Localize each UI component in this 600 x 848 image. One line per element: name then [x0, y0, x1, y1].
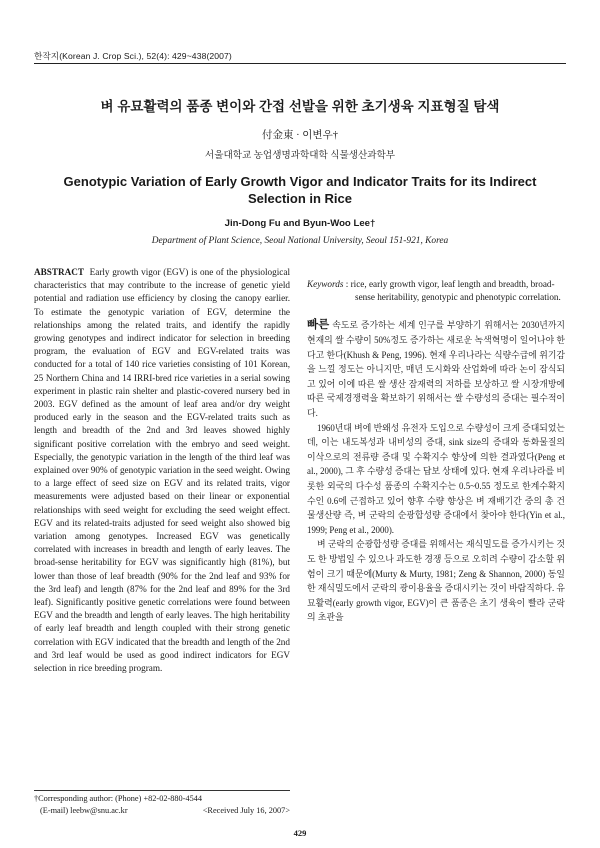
header-rule — [34, 63, 566, 64]
abstract-column — [34, 266, 290, 675]
keywords-label: Keywords — [307, 279, 344, 289]
footnote-corresponding: †Corresponding author: (Phone) +82-02-880-4544 — [34, 794, 203, 803]
right-column — [307, 266, 565, 625]
body-paragraph-2: 1960년대 벼에 반왜성 유전자 도입으로 수량성이 크게 증대되었는데, 이는 내도복성과 내비성의 증대, sink size의 증대와 동화물질의 이삭으로의 전류량 증대 및 수확지수 향상에 의한 결과였다(Peng et al., 2000), 그 후 수량성 증대는 답보 상태에 있다. 현재 우리나라를 비롯한 외국의 다수성 품종의 수확지수는 0.5~0.55 정도로 한계수확지수인 0.6에 근접하고 있어 향후 수량 향상은 벼 재배기간 중의 총 건물생산량 즉, 벼 군락의 순광합성량 증대에서 찾아야 한다(Yin et al., 1999; Peng et al., 2000). — [307, 422, 565, 535]
affiliation-korean: 서울대학교 농업생명과학대학 식물생산과학부 — [204, 150, 396, 161]
page-number: 429 — [293, 828, 307, 838]
footnote-received: <Received July 16, 2007> — [202, 806, 290, 815]
footnote — [34, 793, 290, 817]
journal-citation: 한작지(Korean J. Crop Sci.), 52(4): 429~438(2007) — [34, 51, 232, 61]
title-english: Genotypic Variation of Early Growth Vigor and Indicator Traits for its Indirect Selection in Rice — [63, 174, 537, 206]
authors-english: Jin-Dong Fu and Byun-Woo Lee† — [224, 218, 376, 229]
body-first-word: 빠른 — [307, 319, 330, 332]
abstract — [34, 266, 290, 675]
keywords — [307, 278, 565, 304]
footnote-email: (E-mail) leebw@snu.ac.kr — [40, 806, 128, 815]
body-paragraph-1 — [307, 318, 565, 420]
body-text-korean — [307, 318, 565, 624]
keywords-separator: : — [345, 279, 349, 289]
body-paragraph-3: 벼 군락의 순광합성량 증대를 위해서는 재식밀도를 증가시키는 것도 한 방법일 수 있으나 과도한 경쟁 등으로 오히려 수량이 감소할 위험이 크기 때문에(Murty & Murty, 1981; Zeng & Shannon, 2000) 동일한 재식밀도에서 군락의 광이용율을 증대시키는 것이 바람직하다. 유묘활력(early growth vigor, EGV)이 큰 품종은 초기 생육이 빨라 군락의 초관을 — [307, 539, 565, 623]
authors-korean: 付金東 · 이변우† — [262, 130, 338, 141]
abstract-text: Early growth vigor (EGV) is one of the physiological characteristics that may contribute to the increase of genetic yield potential and radiation use efficiency by closing the canopy earlier. To estimate the genotypic variation of EGV, determine the relationships among the related traits, and identify the rapidly growing genotypes and indirect indicator for selection in breeding program, the evaluation of EGV and EGV-related traits was conducted for a total of 140 rice varieties consisting of 101 Korean, 25 Northern China and 14 IRRI-bred rice varieties in a serial sowing experiment in plastic rain shelter and plastic-covered nursery bed in 2003. EGV defined as the amount of leaf area and/or dry weight produced early in the season and the EGV-related traits such as length and breadth of the 2nd and 3rd leaves showed highly significant positive correlation with the embryo and seed weight. Especially, the genotypic variation in the length of the third leaf was explained over 90% of genotypic variation in the seed weight. Owing to a large effect of seed size on EGV and its related traits, vigor measurements were adjusted based on their linear or exponential relationships with seed weight for excluding the seed weight effect. EGV and its related-traits adjusted for seed weight also showed big variation among genotypes. Increased EGV was genetically correlated with increases in breadth and length of early leaves. The broad-sense heritability for EGV was significantly high (81%), but lower than those of leaf breadth (90% for the 2nd leaf and 93% for the 3rd leaf) and length (87% for the 2nd leaf and 89% for the 3rd leaf). Significantly positive genetic correlations were found between EGV and the breadth and length of early leaves. The high heritability of early leaf breadth and length coupled with their strong genetic correlation with EGV indicated that the breadth and length of the 2nd and 3rd leaf would be used as good indirect indicators for EGV selection in rice breeding program. — [34, 267, 291, 674]
footnote-rule — [34, 790, 290, 791]
keywords-text: rice, early growth vigor, leaf length and breadth, broad-sense heritability, genotypic and phenotypic correlation. — [350, 279, 561, 303]
abstract-label: ABSTRACT — [34, 267, 85, 277]
footnote-row — [34, 805, 290, 817]
title-korean: 벼 유묘활력의 품종 변이와 간접 선발을 위한 초기생육 지표형질 탐색 — [100, 99, 500, 114]
affiliation-english: Department of Plant Science, Seoul National University, Seoul 151-921, Korea — [151, 236, 449, 246]
body-paragraph-1-text: 속도로 증가하는 세계 인구를 부양하기 위해서는 2030년까지 현재의 쌀 수량이 50%정도 증가하는 새로운 녹색혁명이 일어나야 한다고 한다(Khush & Peng, 1996). 현재 우리나라는 식량수급에 위기감을 느낄 정도는 아니지만, 매년 도시화와 산업화에 따라 논이 잠식되고 있어 이에 따른 쌀 생산 잠재력의 저하를 보상하고 쌀 시장개방에 따른 국제경쟁력을 확보하기 위해서는 쌀 수량성의 증대는 필수적이다. — [307, 320, 566, 418]
